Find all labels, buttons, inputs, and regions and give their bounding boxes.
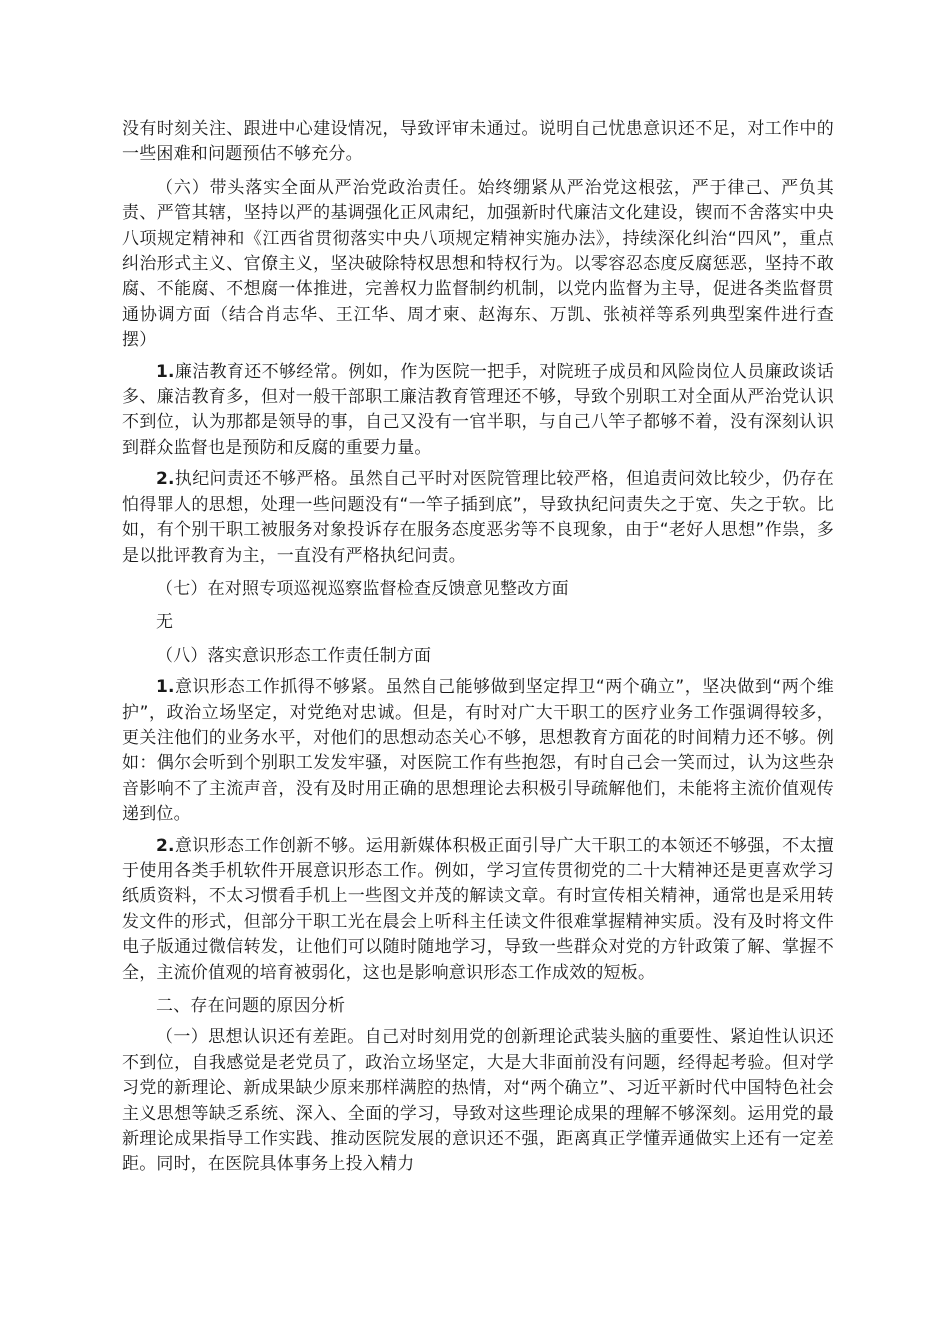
paragraph-text: （八）落实意识形态工作责任制方面 (156, 645, 432, 666)
paragraph-text: （六）带头落实全面从严治党政治责任。始终绷紧从严治党这根弦，严于律己、严负其责、严管其辖，坚持以严的基调强化正风肃纪，加强新时代廉洁文化建设，锲而不舍落实中央八项规定精神和《江西省贯彻落实中央八项规定精神实施办法》，持续深化纠治“四风”，重点纠治形式主义、官僚主义，坚决破除特权思想和特权行为。以零容忍态度反腐惩恶，坚持不敢腐、不能腐、不想腐一体推进，完善权力监督制约机制，以党内监督为主导，促进各类监督贯通协调方面（结合肖志华、王江华、周才柬、赵海东、万凯、张祯祥等系列典型案件进行查摆） (122, 177, 834, 351)
section-8-item-1 (122, 675, 834, 827)
paragraph-text: 意识形态工作创新不够。运用新媒体积极正面引导广大干职工的本领还不够强，不太擅于使用各类手机软件开展意识形态工作。例如，学习宣传贯彻党的二十大精神还是更喜欢学习纸质资料，不太习惯看手机上一些图文并茂的解读文章。有时宣传相关精神，通常也是采用转发文件的形式，但部分干职工光在晨会上听科主任读文件很难掌握精神实质。没有及时将文件电子版通过微信转发，让他们可以随时随地学习，导致一些群众对党的方针政策了解、掌握不全，主流价值观的培育被弱化，这也是影响意识形态工作成效的短板。 (122, 835, 834, 983)
item-number: 1. (156, 677, 175, 698)
paragraph-text: 意识形态工作抓得不够紧。虽然自己能够做到坚定捍卫“两个确立”，坚决做到“两个维护”，政治立场坚定，对党绝对忠诚。但是，有时对广大干职工的医疗业务工作强调得较多，更关注他们的业务水平，对他们的思想动态关心不够，思想教育方面花的时间精力还不够。例如：偶尔会听到个别职工发发牢骚，对医院工作有些抱怨，有时自己会一笑而过，认为这些杂音影响不了主流声音，没有及时用正确的思想理论去积极引导疏解他们，未能将主流价值观传递到位。 (122, 677, 834, 825)
paragraph-text: 廉洁教育还不够经常。例如，作为医院一把手，对院班子成员和风险岗位人员廉政谈话多、廉洁教育多，但对一般干部职工廉洁教育管理还不够，导致个别职工对全面从严治党认识不到位，认为那都是领导的事，自己又没有一官半职，与自己八竿子都够不着，没有深刻认识到群众监督也是预防和反腐的重要力量。 (122, 361, 834, 458)
section-7-heading (122, 577, 834, 602)
item-number: 2. (156, 469, 175, 490)
part-2-section-1 (122, 1025, 834, 1177)
paragraph-continuation (122, 117, 834, 168)
section-6-item-1 (122, 360, 834, 462)
section-7-body (122, 610, 834, 635)
document-page (122, 117, 834, 1178)
item-number: 2. (156, 835, 175, 856)
item-number: 1. (156, 361, 175, 382)
paragraph-text: （七）在对照专项巡视巡察监督检查反馈意见整改方面 (156, 578, 569, 599)
section-6-paragraph (122, 176, 834, 354)
paragraph-text: 无 (156, 612, 174, 633)
part-2-heading (122, 994, 834, 1019)
section-8-item-2 (122, 834, 834, 986)
paragraph-text: 没有时刻关注、跟进中心建设情况，导致评审未通过。说明自己忧患意识还不足，对工作中的一些困难和问题预估不够充分。 (122, 119, 834, 165)
paragraph-text: （一）思想认识还有差距。自己对时刻用党的创新理论武装头脑的重要性、紧迫性认识还不到位，自我感觉是老党员了，政治立场坚定，大是大非面前没有问题，经得起考验。但对学习党的新理论、新成果缺少原来那样满腔的热情，对“两个确立”、习近平新时代中国特色社会主义思想等缺乏系统、深入、全面的学习，导致对这些理论成果的理解不够深刻。运用党的最新理论成果指导工作实践、推动医院发展的意识还不强，距离真正学懂弄通做实上还有一定差距。同时，在医院具体事务上投入精力 (122, 1027, 834, 1175)
paragraph-text: 二、存在问题的原因分析 (156, 996, 346, 1016)
paragraph-text: 执纪问责还不够严格。虽然自己平时对医院管理比较严格，但追责问效比较少，仍存在怕得罪人的思想，处理一些问题没有“一竿子插到底”，导致执纪问责失之于宽、失之于软。比如，有个别干职工被服务对象投诉存在服务态度恶劣等不良现象，由于“老好人思想”作祟，多是以批评教育为主，一直没有严格执纪问责。 (122, 469, 834, 566)
section-6-item-2 (122, 467, 834, 569)
section-8-heading (122, 644, 834, 669)
